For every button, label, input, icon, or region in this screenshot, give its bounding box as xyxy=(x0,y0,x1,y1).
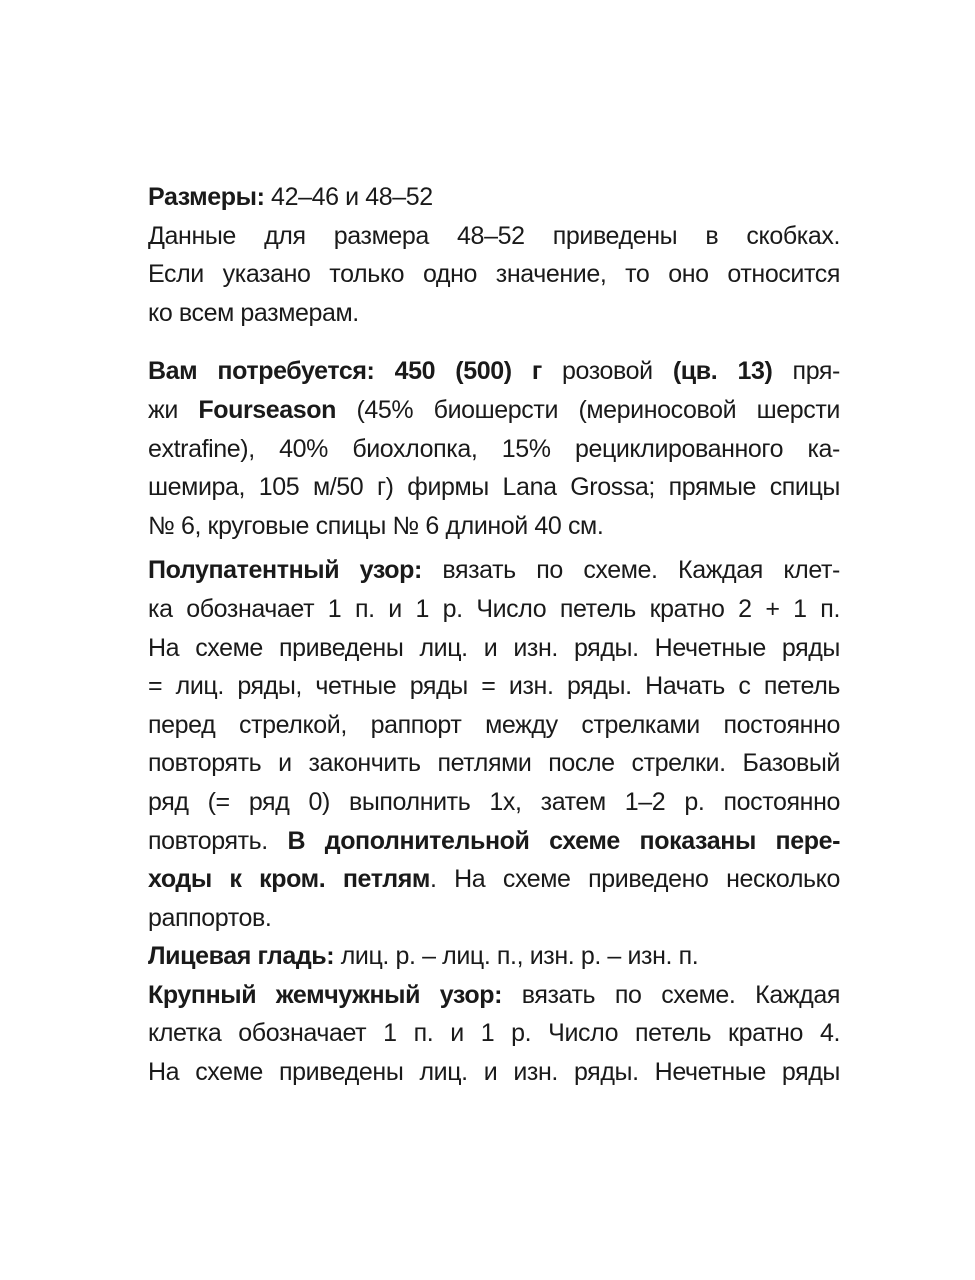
materials-section xyxy=(148,352,840,545)
materials-line-5: № 6, круговые спицы № 6 длиной 40 см. xyxy=(148,511,604,540)
stockinette-value: лиц. р. – лиц. п., изн. р. – изн. п. xyxy=(334,942,699,971)
half-patent-line-4: = лиц. ряды, четные ряды = изн. ряды. Начать с петель xyxy=(148,672,840,701)
materials-line-1-end: пря- xyxy=(772,357,840,386)
materials-line-2-start: жи xyxy=(148,395,199,424)
materials-color-text: розовой xyxy=(541,357,673,386)
materials-line-4: шемира, 105 м/50 г) фирмы Lana Grossa; прямые спицы xyxy=(148,473,840,502)
sizes-section xyxy=(148,178,840,332)
materials-line-2 xyxy=(148,391,840,430)
sizes-heading-line xyxy=(148,178,840,217)
seed-line-1-text: вязать по схеме. Каждая xyxy=(502,980,840,1009)
materials-line-2-end: (45% биошерсти (мериносовой шерсти xyxy=(336,395,840,424)
half-patent-line-6: повторять и закончить петлями после стрелки. Базовый xyxy=(148,749,840,778)
half-patent-line-5: перед стрелкой, раппорт между стрелками постоянно xyxy=(148,710,840,739)
sizes-note-line-2: Если указано только одно значение, то оно относится xyxy=(148,260,840,289)
half-patent-line-8-bold: В дополнительной схеме показаны пере- xyxy=(287,826,841,855)
materials-color-code: (цв. 13) xyxy=(672,357,773,386)
half-patent-line-9 xyxy=(148,860,840,899)
materials-line-3: extrafine), 40% биохлопка, 15% рециклированного ка- xyxy=(148,434,840,463)
half-patent-line-1 xyxy=(148,551,840,590)
stockinette-section xyxy=(148,937,840,976)
sizes-note-line-3: ко всем размерам. xyxy=(148,298,359,327)
half-patent-line-10: раппортов. xyxy=(148,903,272,932)
seed-line-3: На схеме приведены лиц. и изн. ряды. Нечетные ряды xyxy=(148,1058,840,1087)
half-patent-line-1-text: вязать по схеме. Каждая клет- xyxy=(421,556,840,585)
half-patent-line-9-text: . На схеме приведено несколько xyxy=(430,865,840,894)
seed-line-1 xyxy=(148,976,840,1015)
half-patent-line-8 xyxy=(148,822,840,861)
stockinette-label: Лицевая гладь: xyxy=(148,942,335,971)
half-patent-line-2: ка обозначает 1 п. и 1 р. Число петель кратно 2 + 1 п. xyxy=(148,594,840,623)
stockinette-line xyxy=(148,937,840,976)
sizes-value: 42–46 и 48–52 xyxy=(264,183,433,211)
half-patent-line-9-bold: ходы к кром. петлям xyxy=(148,865,430,894)
half-patent-section xyxy=(148,551,840,937)
seed-line-2: клетка обозначает 1 п. и 1 р. Число петель кратно 4. xyxy=(148,1019,840,1048)
half-patent-line-3: На схеме приведены лиц. и изн. ряды. Нечетные ряды xyxy=(148,633,840,662)
half-patent-line-7: ряд (= ряд 0) выполнить 1х, затем 1–2 р. постоянно xyxy=(148,787,840,816)
yarn-name: Fourseason xyxy=(198,395,337,424)
sizes-label: Размеры: xyxy=(148,183,265,211)
materials-line-1 xyxy=(148,352,840,391)
seed-section xyxy=(148,976,840,1092)
materials-label: Вам потребуется: 450 (500) г xyxy=(148,357,542,386)
half-patent-line-8-text: повторять. xyxy=(148,826,288,855)
half-patent-label: Полупатентный узор: xyxy=(148,556,422,585)
document-page xyxy=(148,178,840,1092)
seed-label: Крупный жемчужный узор: xyxy=(148,980,503,1009)
sizes-note-line-1: Данные для размера 48–52 приведены в скобках. xyxy=(148,221,840,250)
